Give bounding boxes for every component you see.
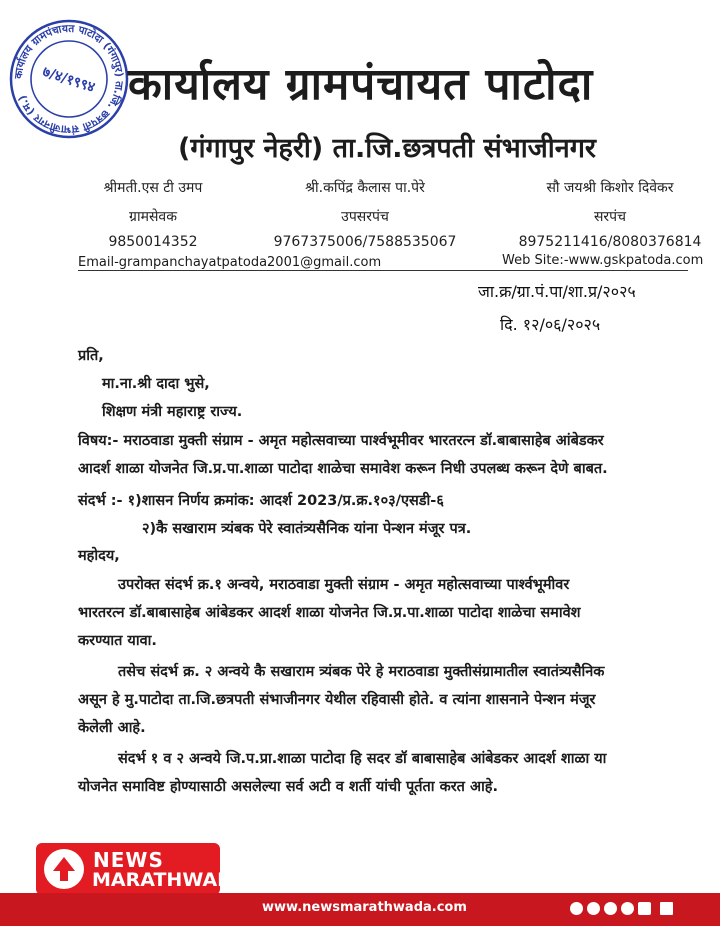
subject-line: आदर्श शाळा योजनेत जि.प्र.पा.शाळा पाटोदा शाळेचा समावेश करून निधी उपलब्ध करून देणे बाबत.	[78, 461, 608, 477]
recipient-name: मा.ना.श्री दादा भुसे,	[102, 376, 210, 392]
logo-brand-text: MARATHWADA	[92, 869, 248, 891]
paragraph-line: योजनेत समाविष्ट होण्यासाठी असलेल्या सर्व अटी व शर्ती यांची पूर्तता करत आहे.	[78, 779, 498, 795]
qr-code-icon[interactable]	[660, 902, 673, 915]
letter-date: दि. १२/०६/२०२५	[500, 315, 601, 334]
footer-bar	[0, 893, 720, 926]
paragraph-line: केलेली आहे.	[78, 720, 146, 736]
paragraph-line: करण्यात यावा.	[78, 633, 157, 649]
official-phone: 8975211416/8080376814	[518, 234, 702, 250]
to-label: प्रति,	[78, 348, 104, 364]
footer-website-link[interactable]: www.newsmarathwada.com	[262, 900, 467, 915]
paragraph-line: असून हे मु.पाटोदा ता.जि.छत्रपती संभाजीनगर येथील रहिवासी होते. व त्यांना शासनाने पेन्शन मंजूर	[78, 692, 596, 708]
news-icon[interactable]	[638, 902, 651, 915]
official-name: श्री.कपिंद्र कैलास पा.पेरे	[305, 180, 425, 196]
paragraph-line: उपरोक्त संदर्भ क्र.१ अन्वये, मराठवाडा मुक्ती संग्राम - अमृत महोत्सवाच्या पार्श्वभूमीवर	[118, 577, 570, 593]
official-role: सरपंच	[593, 209, 627, 225]
official-name: श्रीमती.एस टी उमप	[103, 180, 203, 196]
up-arrow-icon	[44, 849, 84, 889]
svg-text:७/४/१९९४: ७/४/१९९४	[40, 64, 97, 96]
official-phone: 9850014352	[108, 234, 198, 250]
youtube-icon[interactable]	[570, 902, 583, 915]
letterhead-title: कार्यालय ग्रामपंचायत पाटोदा	[128, 59, 594, 110]
paragraph-line: भारतरत्न डॉ.बाबासाहेब आंबेडकर आदर्श शाळा योजनेत जि.प्र.पा.शाळा पाटोदा शाळेचा समावेश	[78, 605, 581, 621]
logo-news-text: NEWS	[93, 848, 164, 872]
letterhead-subtitle: (गंगापुर नेहरी) ता.जि.छत्रपती संभाजीनगर	[178, 133, 596, 164]
reference-line: संदर्भ :- १)शासन निर्णय क्रमांक: आदर्श 2023/प्र.क्र.१०३/एसडी-६	[78, 493, 444, 509]
instagram-icon[interactable]	[604, 902, 617, 915]
reference-line: २)कै सखाराम त्र्यंबक पेरे स्वातंत्र्यसैनिक यांना पेन्शन मंजूर पत्र.	[142, 521, 472, 537]
news-marathwada-logo	[36, 843, 248, 895]
official-role: उपसरपंच	[341, 209, 389, 225]
logo-emblem	[44, 849, 84, 889]
official-role: ग्रामसेवक	[129, 209, 177, 225]
paragraph-line: तसेच संदर्भ क्र. २ अन्वये कै सखाराम त्र्यंबक पेरे हे मराठवाडा मुक्तीसंग्रामातील स्वातंत्र्यसैनिक	[118, 664, 605, 680]
whatsapp-icon[interactable]	[621, 902, 634, 915]
reference-number: जा.क्र/ग्रा.पं.पा/शा.प्र/२०२५	[478, 282, 636, 301]
recipient-designation: शिक्षण मंत्री महाराष्ट्र राज्य.	[102, 404, 243, 420]
official-phone: 9767375006/7588535067	[273, 234, 457, 250]
salutation: महोदय,	[78, 548, 120, 564]
facebook-icon[interactable]	[587, 902, 600, 915]
header-divider	[78, 270, 688, 271]
subject-line: विषय:- मराठवाडा मुक्ती संग्राम - अमृत महोत्सवाच्या पार्श्वभूमीवर भारतरत्न डॉ.बाबासाहेब आंबेडकर	[78, 433, 604, 449]
official-name: सौ जयश्री किशोर दिवेकर	[546, 180, 674, 196]
seal-ring-text: कार्यालय ग्रामपंचायत पाटोदा (गंगापुर) ता.जि. छत्रपती संभाजीनगर (म.)	[12, 22, 126, 136]
paragraph-line: संदर्भ १ व २ अन्वये जि.प.प्रा.शाळा पाटोदा हि सदर डॉ बाबासाहेब आंबेडकर आदर्श शाळा या	[118, 751, 607, 767]
gram-panchayat-seal	[8, 18, 130, 140]
email-address: Email-grampanchayatpatoda2001@gmail.com	[78, 255, 382, 270]
website-address: Web Site:-www.gskpatoda.com	[502, 253, 704, 268]
